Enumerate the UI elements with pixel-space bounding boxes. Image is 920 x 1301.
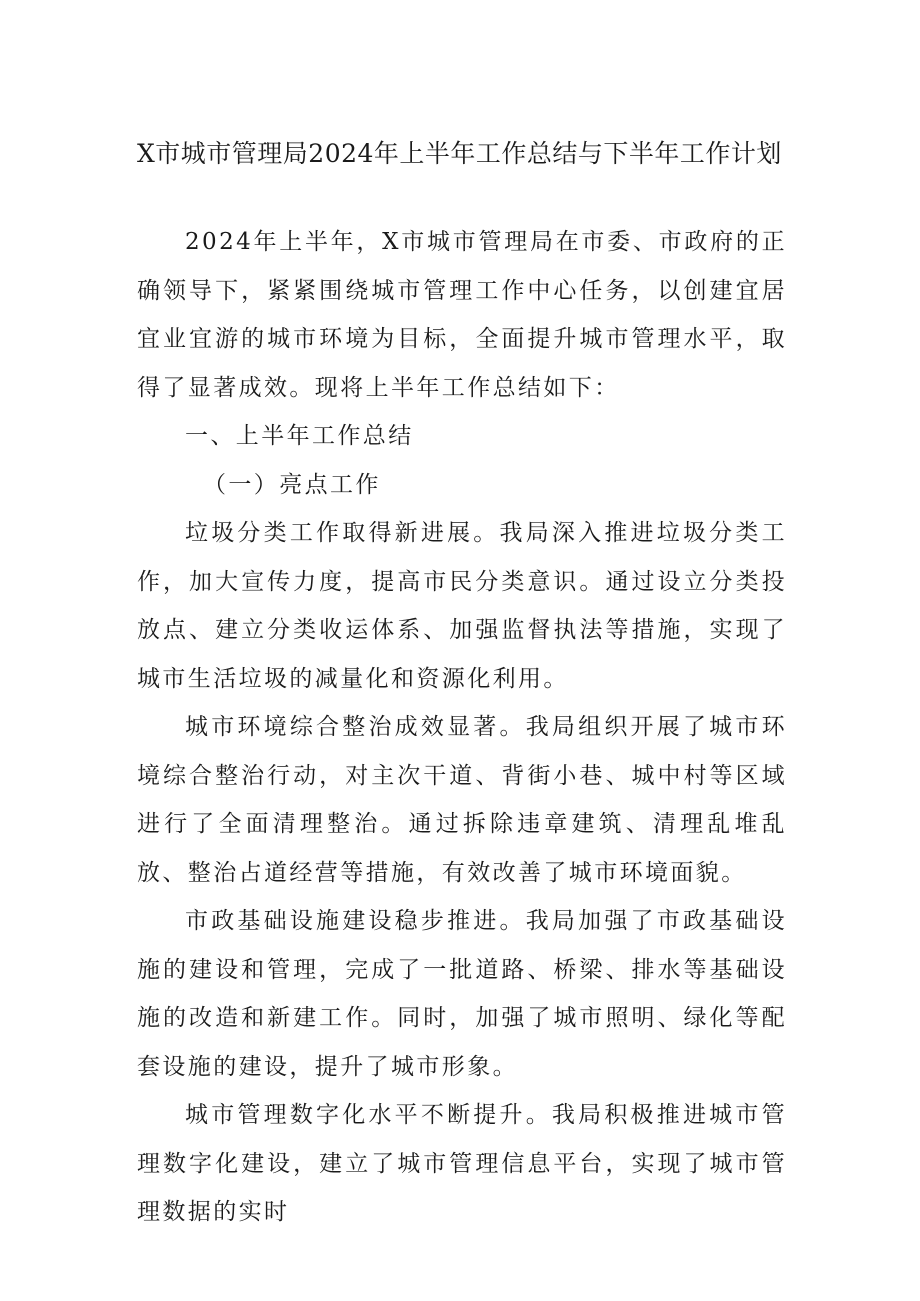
section-heading: 一、上半年工作总结 (185, 423, 414, 449)
body-paragraph: 城市环境综合整治成效显著。我局组织开展了城市环境综合整治行动，对主次干道、背街小巷、城中村等区域进行了全面清理整治。通过拆除违章建筑、清理乱堆乱放、整治占道经营等措施，有效改善了城市环境面貌。 (137, 714, 787, 886)
body-paragraph: 城市管理数字化水平不断提升。我局积极推进城市管理数字化建设，建立了城市管理信息平台，实现了城市管理数据的实时 (137, 1102, 787, 1225)
body-paragraph: 垃圾分类工作取得新进展。我局深入推进垃圾分类工作，加大宣传力度，提高市民分类意识。通过设立分类投放点、建立分类收运体系、加强监督执法等措施，实现了城市生活垃圾的减量化和资源化利用。 (137, 520, 787, 692)
intro-paragraph: 2024年上半年，X市城市管理局在市委、市政府的正确领导下，紧紧围绕城市管理工作中心任务，以创建宜居宜业宜游的城市环境为目标，全面提升城市管理水平，取得了显著成效。现将上半年工作总结如下： (137, 229, 787, 401)
body-paragraph: 市政基础设施建设稳步推进。我局加强了市政基础设施的建设和管理，完成了一批道路、桥梁、排水等基础设施的改造和新建工作。同时，加强了城市照明、绿化等配套设施的建设，提升了城市形象。 (137, 908, 787, 1080)
document-title: X市城市管理局2024年上半年工作总结与下半年工作计划 (137, 139, 782, 168)
document-body (137, 218, 787, 1237)
subsection-heading: （一）亮点工作 (203, 471, 381, 498)
